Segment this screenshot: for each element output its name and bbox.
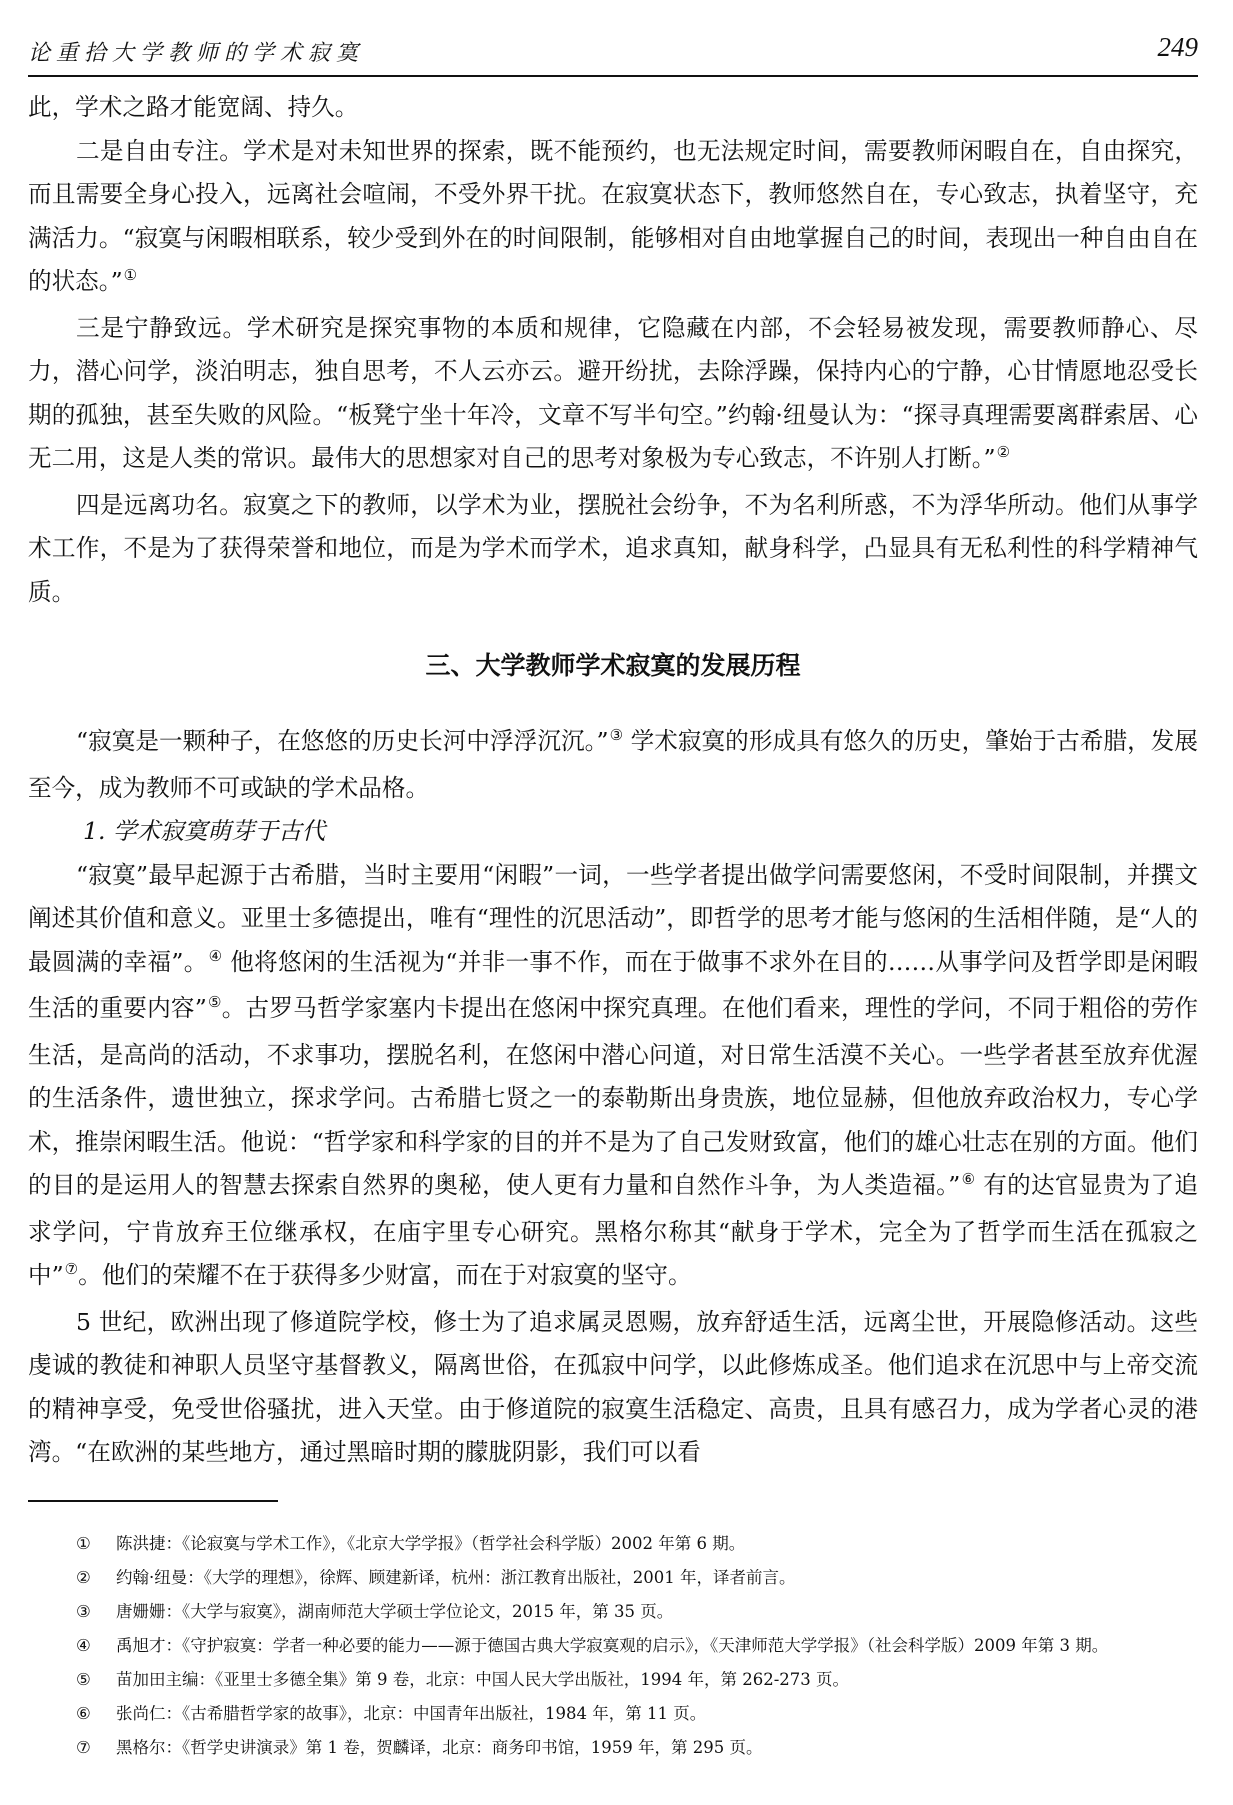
footnote-ref[interactable]: ⑥ xyxy=(961,1170,976,1188)
paragraph-tranquility xyxy=(28,307,1198,484)
footnote-mark: ⑥ xyxy=(76,1704,91,1723)
footnote-text: 唐姗姗：《大学与寂寞》，湖南师范大学硕士学位论文，2015 年，第 35 页。 xyxy=(116,1602,674,1621)
subsection-heading: 1. 学术寂寞萌芽于古代 xyxy=(83,817,326,845)
section-heading: 三、大学教师学术寂寞的发展历程 xyxy=(425,651,801,680)
footnote xyxy=(28,1527,1198,1561)
paragraph-text: 。古罗马哲学家塞内卡提出在悠闲中探究真理。在他们看来，理性的学问，不同于粗俗的劳作生活，是高尚的活动，不求事功，摆脱名利，在悠闲中潜心问道，对日常生活漠不关心。一些学者甚至放弃优渥的生活条件，遗世独立，探求学问。古希腊七贤之一的泰勒斯出身贵族，地位显赫，但他放弃政治权力，专心学术，推崇闲暇生活。他说：“哲学家和科学家的目的并不是为了自己发财致富，他们的雄心壮志在别的方面。他们的目的是运用人的智慧去探索自然界的奥秘，使人更有力量和自然作斗争，为人类造福。” xyxy=(28,994,1199,1199)
footnote-rule xyxy=(28,1500,278,1502)
footnote-text: 苗加田主编：《亚里士多德全集》第 9 卷，北京：中国人民大学出版社，1994 年，第 262-273 页。 xyxy=(116,1670,850,1689)
footnote-ref[interactable]: ④ xyxy=(208,946,223,965)
footnote xyxy=(28,1561,1198,1595)
page-number: 249 xyxy=(1157,32,1198,62)
footnotes xyxy=(28,1527,1198,1765)
footnote-ref[interactable]: ⑦ xyxy=(64,1260,79,1278)
footnote xyxy=(28,1595,1198,1629)
footnote-mark: ⑤ xyxy=(76,1670,91,1689)
footnote-text: 张尚仁：《古希腊哲学家的故事》，北京：中国青年出版社，1984 年，第 11 页。 xyxy=(116,1704,707,1723)
footnote-text: 陈洪捷：《论寂寞与学术工作》，《北京大学学报》（哲学社会科学版）2002 年第 6 期。 xyxy=(116,1534,746,1553)
footnote xyxy=(28,1629,1198,1663)
paragraph-text: 他将悠闲的生活视为“并非一事不作，而在于做事不求外在目的……从事学问及哲学即是闲暇生活的重要内容” xyxy=(28,947,1199,1022)
paragraph-text: 有的达官显贵为了追求学问，宁肯放弃王位继承权，在庙宇里专心研究。黑格尔称其“献身于学术，完全为了哲学而生活在孤寂之中” xyxy=(28,1171,1198,1289)
footnote-ref[interactable]: ① xyxy=(123,266,138,284)
paragraph-monastery: 5 世纪，欧洲出现了修道院学校，修士为了追求属灵恩赐，放弃舒适生活，远离尘世，开展隐修活动。这些虔诚的教徒和神职人员坚守基督教义，隔离世俗，在孤寂中问学，以此修炼成圣。他们追求在沉思中与上帝交流的精神享受，免受世俗骚扰，进入天堂。由于修道院的寂寞生活稳定、高贵，且具有感召力，成为学者心灵的港湾。“在欧洲的某些地方，通过黑暗时期的朦胧阴影，我们可以看 xyxy=(28,1307,1198,1466)
paragraph-section-intro xyxy=(28,720,1198,810)
article-body xyxy=(28,86,1198,1475)
paragraph-away-from-fame: 四是远离功名。寂寞之下的教师，以学术为业，摆脱社会纷争，不为名利所惑，不为浮华所动。他们从事学术工作，不是为了获得荣誉和地位，而是为学术而学术，追求真知，献身科学，凸显具有无私利性的科学精神气质。 xyxy=(28,490,1198,606)
footnote-mark: ④ xyxy=(76,1636,91,1655)
footnote-mark: ⑦ xyxy=(76,1738,91,1757)
running-title: 论重拾大学教师的学术寂寞 xyxy=(28,41,365,66)
footnote-text: 禹旭才：《守护寂寞：学者一种必要的能力——源于德国古典大学寂寞观的启示》，《天津师范大学学报》（社会科学版）2009 年第 3 期。 xyxy=(116,1636,1109,1655)
footnote-ref[interactable]: ② xyxy=(996,443,1011,461)
paragraph-freedom-focus xyxy=(28,130,1198,307)
paragraph-text: 二是自由专注。学术是对未知世界的探索，既不能预约，也无法规定时间，需要教师闲暇自在，自由探究，而且需要全身心投入，远离社会喧闹，不受外界干扰。在寂寞状态下，教师悠然自在，专心致志，执着坚守，充满活力。“寂寞与闲暇相联系，较少受到外在的时间限制，能够相对自由地掌握自己的时间，表现出一种自由自在的状态。” xyxy=(28,136,1198,295)
paragraph-ancient-greece xyxy=(28,854,1198,1301)
footnote xyxy=(28,1663,1198,1697)
footnote-mark: ② xyxy=(76,1568,91,1587)
footnote-mark: ① xyxy=(76,1534,91,1553)
paragraph-continuation: 此，学术之路才能宽阔、持久。 xyxy=(28,93,359,121)
footnote-text: 约翰·纽曼：《大学的理想》，徐辉、顾建新译，杭州：浙江教育出版社，2001 年，译者前言。 xyxy=(116,1568,796,1587)
footnote-mark: ③ xyxy=(76,1602,91,1621)
header-rule xyxy=(28,75,1198,77)
footnote-ref[interactable]: ③ xyxy=(609,726,624,744)
footnote-ref[interactable]: ⑤ xyxy=(207,993,222,1011)
paragraph-text: 三是宁静致远。学术研究是探究事物的本质和规律，它隐藏在内部，不会轻易被发现，需要教师静心、尽力，潜心问学，淡泊明志，独自思考，不人云亦云。避开纷扰，去除浮躁，保持内心的宁静，心甘情愿地忍受长期的孤独，甚至失败的风险。“板凳宁坐十年冷，文章不写半句空。”约翰·纽曼认为：“探寻真理需要离群索居、心无二用，这是人类的常识。最伟大的思想家对自己的思考对象极为专心致志，不许别人打断。” xyxy=(28,313,1198,472)
paragraph-text: “寂寞”最早起源于古希腊，当时主要用“闲暇”一词，一些学者提出做学问需要悠闲，不受时间限制，并撰文阐述其价值和意义。亚里士多德提出，唯有“理性的沉思活动”，即哲学的思考才能与悠闲的生活相伴随，是“人的最圆满的幸福”。 xyxy=(28,860,1198,976)
paragraph-text: “寂寞是一颗种子，在悠悠的历史长河中浮浮沉沉。” xyxy=(76,727,609,755)
footnote xyxy=(28,1697,1198,1731)
paragraph-text: 。他们的荣耀不在于获得多少财富，而在于对寂寞的坚守。 xyxy=(78,1261,692,1289)
footnote xyxy=(28,1731,1198,1765)
footnote-text: 黑格尔：《哲学史讲演录》第 1 卷，贺麟译，北京：商务印书馆，1959 年，第 295 页。 xyxy=(116,1738,763,1757)
running-header xyxy=(28,30,1198,74)
paragraph-text: 学术寂寞的形成具有悠久的历史，肇始于古希腊，发展至今，成为教师不可或缺的学术品格。 xyxy=(28,727,1198,802)
